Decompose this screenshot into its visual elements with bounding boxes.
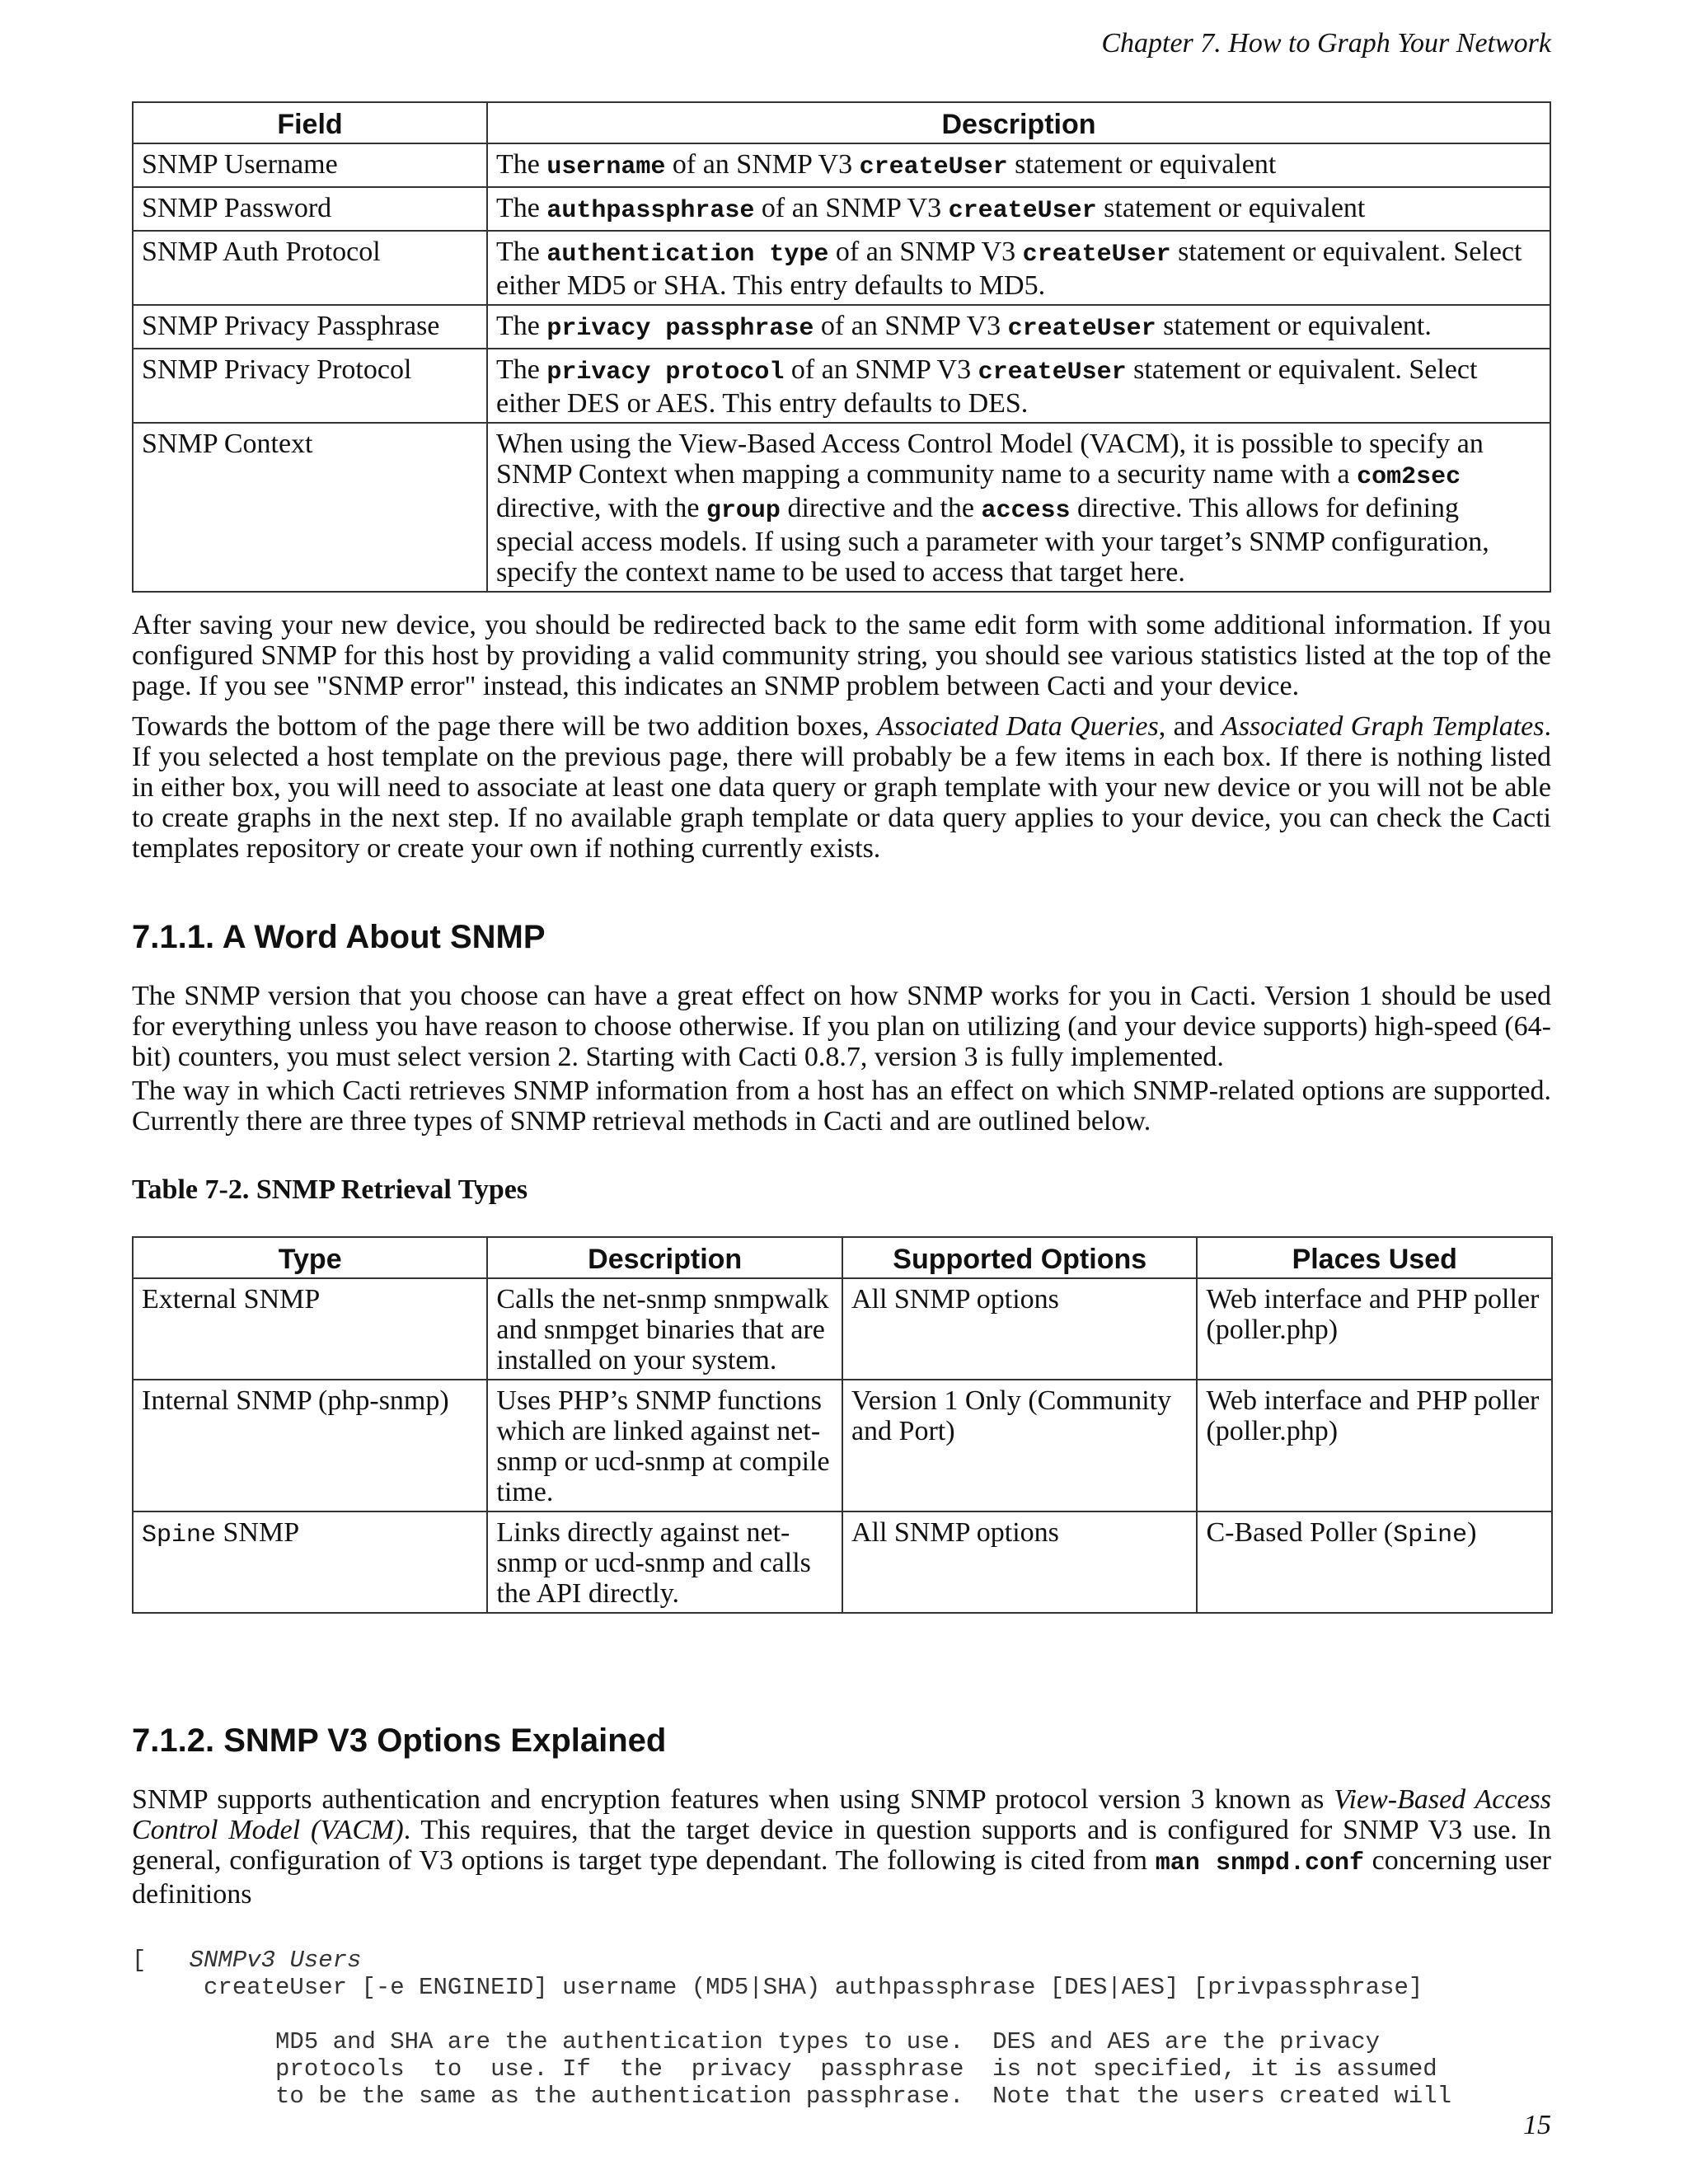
code-line: MD5 and SHA are the authentication types to use. DES and AES are the privacy bbox=[275, 2028, 1381, 2055]
column-header: Supported Options bbox=[842, 1237, 1198, 1278]
field-cell: SNMP Username bbox=[133, 143, 487, 187]
places-cell: Web interface and PHP poller (poller.php) bbox=[1197, 1380, 1552, 1511]
description-cell: The authentication type of an SNMP V3 createUser statement or equivalent. Select either MD5 or SHA. This entry defaults to MD5. bbox=[487, 231, 1550, 305]
options-cell: All SNMP options bbox=[842, 1511, 1198, 1613]
field-cell: SNMP Password bbox=[133, 187, 487, 231]
description-cell: The privacy protocol of an SNMP V3 createUser statement or equivalent. Select either DES or AES. This entry defaults to DES. bbox=[487, 349, 1550, 423]
table-row bbox=[133, 423, 1550, 592]
table-row bbox=[133, 143, 1550, 187]
description-cell: The username of an SNMP V3 createUser statement or equivalent bbox=[487, 143, 1550, 187]
type-cell: Spine SNMP bbox=[133, 1511, 487, 1613]
table-row bbox=[133, 349, 1550, 423]
chapter-header: Chapter 7. How to Graph Your Network bbox=[1101, 28, 1551, 59]
table-header-row bbox=[133, 1237, 1552, 1278]
description-cell: When using the View-Based Access Control Model (VACM), it is possible to specify an SNMP Context when mapping a community name to a security name with a com2sec directive, with the group directive and the access directive. This allows for defining special access models. If using such a parameter with your target’s SNMP configuration, specify the context name to be used to access that target here. bbox=[487, 423, 1550, 592]
table-row bbox=[133, 231, 1550, 305]
column-header: Description bbox=[487, 102, 1550, 143]
paragraph-after-saving: After saving your new device, you should be redirected back to the same edit form with some additional information. If you configured SNMP for this host by providing a valid community string, you should see various statistics listed at the top of the page. If you see "SNMP error" instead, this indicates an SNMP problem between Cacti and your device. bbox=[132, 610, 1551, 701]
options-cell: Version 1 Only (Community and Port) bbox=[842, 1380, 1198, 1511]
type-cell: Internal SNMP (php-snmp) bbox=[133, 1380, 487, 1511]
snmp-v3-field-table bbox=[132, 101, 1551, 593]
field-cell: SNMP Auth Protocol bbox=[133, 231, 487, 305]
places-cell: C-Based Poller (Spine) bbox=[1197, 1511, 1552, 1613]
code-line: to be the same as the authentication passphrase. Note that the users created will bbox=[275, 2083, 1452, 2110]
page-number: 15 bbox=[1523, 2110, 1551, 2140]
code-command: createUser [-e ENGINEID] username (MD5|SHA) authpassphrase [DES|AES] [privpassphrase] bbox=[204, 1974, 1423, 2001]
section-heading-snmp-v3-options: 7.1.2. SNMP V3 Options Explained bbox=[132, 1722, 667, 1759]
code-line: protocols to use. If the privacy passphrase is not specified, it is assumed bbox=[275, 2055, 1437, 2083]
table-row bbox=[133, 305, 1550, 349]
section-heading-word-about-snmp: 7.1.1. A Word About SNMP bbox=[132, 919, 546, 955]
description-cell: Calls the net-snmp snmpwalk and snmpget binaries that are installed on your system. bbox=[487, 1278, 842, 1380]
snmp-retrieval-types-table bbox=[132, 1236, 1553, 1614]
description-cell: Uses PHP’s SNMP functions which are linked against net-snmp or ucd-snmp at compile time. bbox=[487, 1380, 842, 1511]
column-header: Places Used bbox=[1197, 1237, 1552, 1278]
table-row bbox=[133, 1380, 1552, 1511]
table-caption: Table 7-2. SNMP Retrieval Types bbox=[132, 1174, 528, 1205]
paragraph-associated-boxes: Towards the bottom of the page there will be two addition boxes, Associated Data Queries, and Associated Graph Templates. If you selected a host template on the previous page, there will probably be a few items in each box. If there is nothing listed in either box, you will need to associate at least one data query or graph template with your new device or you will not be able to create graphs in the next step. If no available graph template or data query applies to your device, you can check the Cacti templates repository or create your own if nothing currently exists. bbox=[132, 711, 1552, 864]
type-cell: External SNMP bbox=[133, 1278, 487, 1380]
table-row bbox=[133, 187, 1550, 231]
column-header: Description bbox=[487, 1237, 842, 1278]
snmpd-conf-excerpt bbox=[132, 1947, 1451, 2110]
paragraph-retrieval-methods: The way in which Cacti retrieves SNMP information from a host has an effect on which SNMP-related options are supported. Currently there are three types of SNMP retrieval methods in Cacti and are outlined below. bbox=[132, 1076, 1551, 1137]
options-cell: All SNMP options bbox=[842, 1278, 1198, 1380]
description-cell: The privacy passphrase of an SNMP V3 createUser statement or equivalent. bbox=[487, 305, 1550, 349]
column-header: Type bbox=[133, 1237, 487, 1278]
table-row bbox=[133, 1511, 1552, 1613]
places-cell: Web interface and PHP poller (poller.php) bbox=[1197, 1278, 1552, 1380]
field-cell: SNMP Privacy Passphrase bbox=[133, 305, 487, 349]
code-bracket: [ bbox=[132, 1947, 147, 1974]
code-comment: SNMPv3 Users bbox=[189, 1947, 362, 1974]
field-cell: SNMP Context bbox=[133, 423, 487, 592]
table-row bbox=[133, 1278, 1552, 1380]
paragraph-vacm: SNMP supports authentication and encryption features when using SNMP protocol version 3 known as View-Based Access Control Model (VACM). This requires, that the target device in question supports and is configured for SNMP V3 use. In general, configuration of V3 options is target type dependant. The following is cited from man snmpd.conf concerning user definitions bbox=[132, 1784, 1551, 1910]
paragraph-snmp-version: The SNMP version that you choose can have a great effect on how SNMP works for you in Cacti. Version 1 should be used for everything unless you have reason to choose otherwise. If you plan on utilizing (and your device supports) high-speed (64-bit) counters, you must select version 2. Starting with Cacti 0.8.7, version 3 is fully implemented. bbox=[132, 981, 1551, 1072]
description-cell: The authpassphrase of an SNMP V3 createUser statement or equivalent bbox=[487, 187, 1550, 231]
column-header: Field bbox=[133, 102, 487, 143]
description-cell: Links directly against net-snmp or ucd-snmp and calls the API directly. bbox=[487, 1511, 842, 1613]
table-header-row bbox=[133, 102, 1550, 143]
field-cell: SNMP Privacy Protocol bbox=[133, 349, 487, 423]
